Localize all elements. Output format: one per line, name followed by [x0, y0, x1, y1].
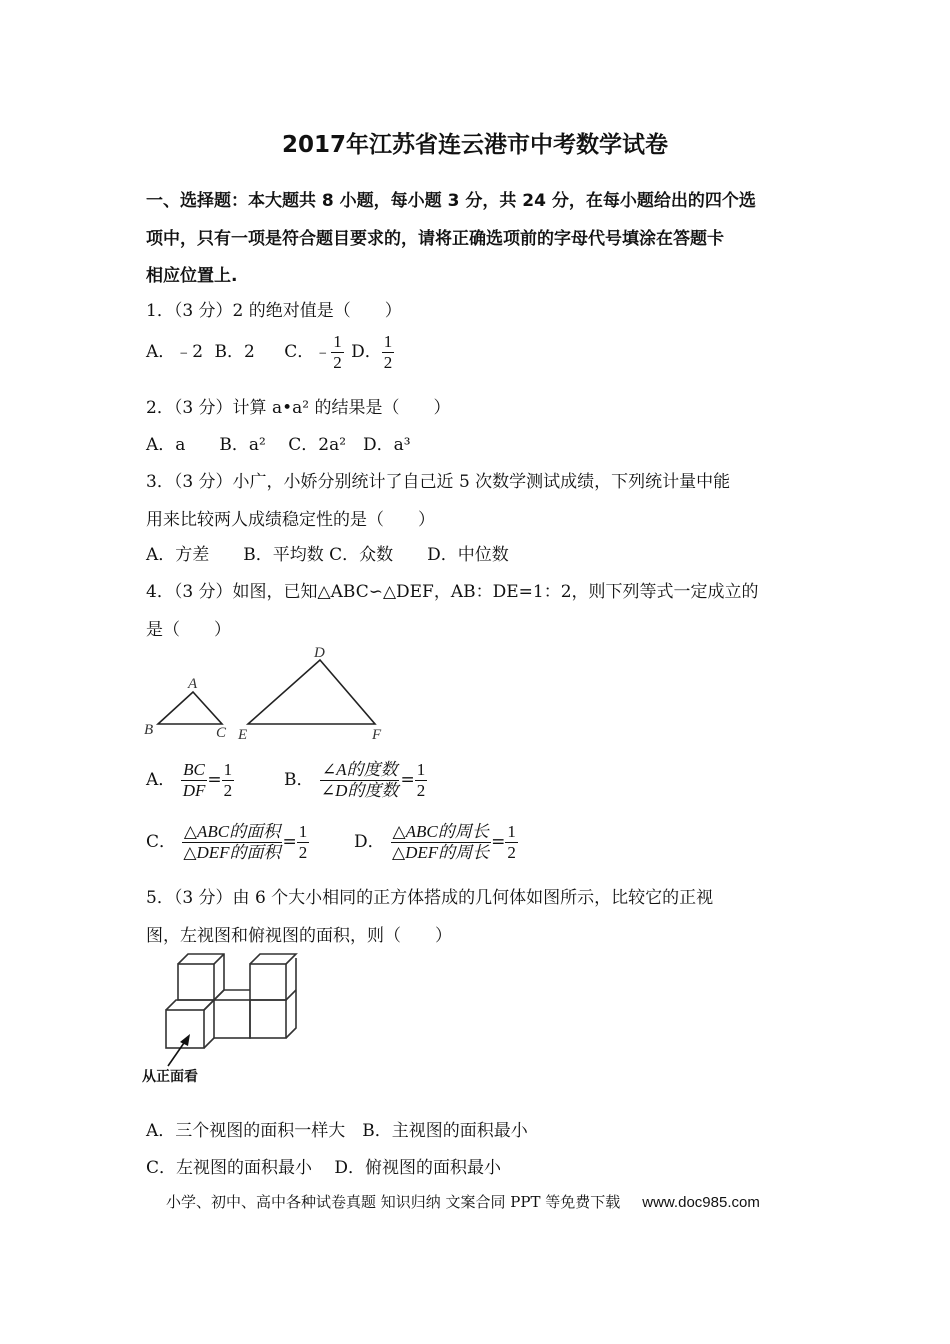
q4-option-d-fraction: $\frac{\text{△ABC的周长}}{\text{△DEF的周长}}$: [392, 822, 490, 862]
q4-option-a-fraction: $\frac{BC}{DF}$: [182, 760, 206, 800]
q4-option-a: A． $\frac{BC}{DF}$ = $\frac{1}{2}$: [146, 760, 233, 800]
q3-options: A．方差 B．平均数 C．众数 D．中位数: [146, 545, 509, 565]
label-d: D: [314, 645, 325, 661]
cube-right-top: [250, 964, 286, 1000]
q1-options: [146, 332, 394, 373]
q1-stem: 1．（3 分）2 的绝对值是（ ）: [146, 301, 402, 321]
q5-line2: 图，左视图和俯视图的面积，则（ ）: [146, 926, 452, 946]
q3-line1: 3．（3 分）小广，小娇分别统计了自己近 5 次数学测试成绩，下列统计量中能: [146, 472, 731, 492]
q1-option-c: C．﹣: [284, 342, 332, 362]
q5-line1: 5．（3 分）由 6 个大小相同的正方体搭成的几何体如图所示，比较它的正视: [146, 888, 714, 908]
q5-cubes-figure: [140, 948, 310, 1088]
q4-line1: 4．（3 分）如图，已知△ABC∽△DEF，AB：DE=1：2，则下列等式一定成立的: [146, 582, 759, 602]
page-title: 2017年江苏省连云港市中考数学试卷: [281, 132, 668, 158]
label-f: F: [372, 727, 382, 742]
label-c: C: [216, 725, 227, 741]
q5-options-line2: C．左视图的面积最小 D．俯视图的面积最小: [146, 1158, 502, 1178]
page-footer: [166, 1191, 760, 1212]
q4-option-d: D． $\frac{\text{△ABC的周长}}{\text{△DEF的周长}}$ = $\frac{1}{2}$: [354, 822, 516, 862]
cube-top-left: [178, 964, 214, 1000]
footer-url[interactable]: www.doc985.com: [642, 1194, 760, 1211]
section-instructions-line2: 项中，只有一项是符合题目要求的，请将正确选项前的字母代号填涂在答题卡: [146, 229, 724, 249]
q2-options: A．a B．a² C．2a² D．a³: [146, 435, 411, 455]
q4-option-c: C． $\frac{\text{△ABC的面积}}{\text{△DEF的面积}}$ = $\frac{1}{2}$: [146, 822, 308, 862]
triangle-abc: [158, 692, 222, 724]
label-e: E: [238, 727, 248, 742]
q3-line2: 用来比较两人成绩稳定性的是（ ）: [146, 510, 435, 530]
q5-options-line1: A．三个视图的面积一样大 B．主视图的面积最小: [146, 1121, 528, 1141]
q4-option-b: B． $\frac{\text{∠A的度数}}{\text{∠D的度数}}$ = $\frac{1}{2}$: [284, 760, 426, 800]
q1-option-d: D．: [351, 342, 382, 362]
label-b: B: [144, 722, 154, 738]
q4-triangles-figure: [140, 642, 400, 742]
q1-option-b: B．2: [214, 342, 255, 362]
triangle-def: [248, 660, 375, 724]
q4-option-b-fraction: $\frac{\text{∠A的度数}}{\text{∠D的度数}}$: [320, 760, 399, 800]
q4-line2: 是（ ）: [146, 620, 231, 640]
q2-stem: 2．（3 分）计算 a•a² 的结果是（ ）: [146, 398, 451, 418]
q1-option-d-fraction: $\frac{1}{2}$: [383, 332, 393, 372]
q4-option-c-fraction: $\frac{\text{△ABC的面积}}{\text{△DEF的面积}}$: [183, 822, 281, 862]
figure-caption: 从正面看: [142, 1069, 198, 1085]
q1-option-a: A．﹣2: [146, 342, 204, 362]
label-a: A: [188, 676, 198, 692]
q1-option-c-fraction: $\frac{1}{2}$: [333, 332, 342, 372]
section-instructions-line3: 相应位置上.: [146, 266, 238, 286]
view-arrow: [168, 1040, 186, 1066]
section-instructions-line1: 一、选择题：本大题共 8 小题，每小题 3 分，共 24 分，在每小题给出的四个选: [146, 191, 756, 211]
footer-text: 小学、初中、高中各种试卷真题 知识归纳 文案合同 PPT 等免费下载: [166, 1193, 621, 1211]
cube-right-bottom: [250, 1000, 286, 1038]
cube-middle: [214, 1000, 250, 1038]
